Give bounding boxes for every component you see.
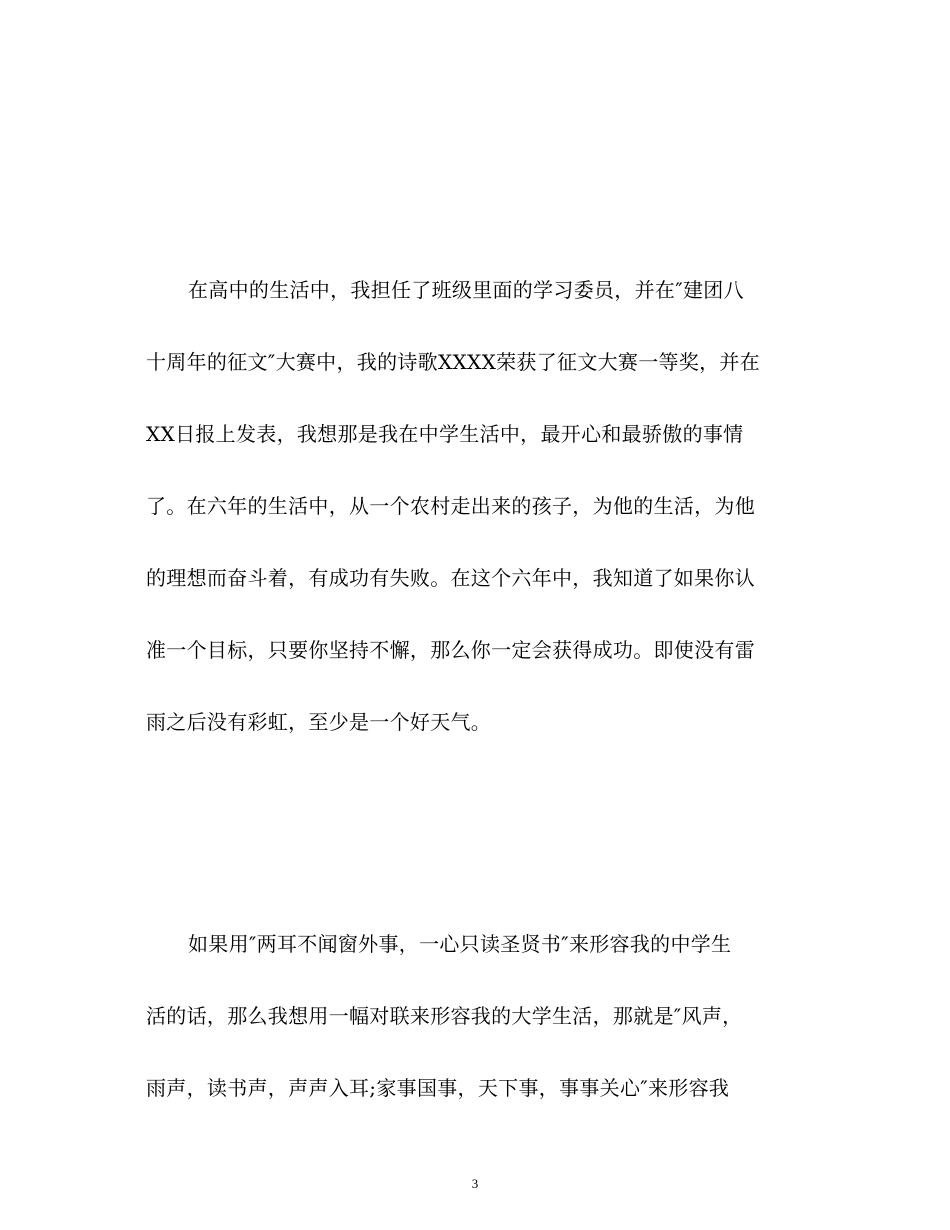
paragraph-1-line-6: 准一个目标，只要你坚持不懈，那么你一定会获得成功。即使没有雷 — [146, 638, 755, 662]
paragraph-1-line-1: 在高中的生活中，我担任了班级里面的学习委员，并在″建团八 — [188, 278, 744, 302]
paragraph-2-line-1: 如果用″两耳不闻窗外事，一心只读圣贤书″来形容我的中学生 — [188, 932, 732, 956]
page-number: 3 — [471, 1176, 479, 1191]
paragraph-1-line-4: 了。在六年的生活中，从一个农村走出来的孩子，为他的生活，为他 — [146, 494, 755, 518]
paragraph-1-line-5: 的理想而奋斗着，有成功有失败。在这个六年中，我知道了如果你认 — [146, 566, 755, 590]
paragraph-1-line-7: 雨之后没有彩虹，至少是一个好天气。 — [146, 710, 492, 734]
paragraph-1-line-3: XX日报上发表，我想那是我在中学生活中，最开心和最骄傲的事情 — [146, 422, 744, 446]
paragraph-1-line-2: 十周年的征文″大赛中，我的诗歌XXXX荣获了征文大赛一等奖，并在 — [146, 350, 761, 374]
paragraph-2-line-2: 活的话，那么我想用一幅对联来形容我的大学生活，那就是″风声， — [146, 1004, 743, 1028]
paragraph-2-line-3: 雨声，读书声，声声入耳;家事国事，天下事，事事关心″来形容我 — [146, 1076, 730, 1100]
